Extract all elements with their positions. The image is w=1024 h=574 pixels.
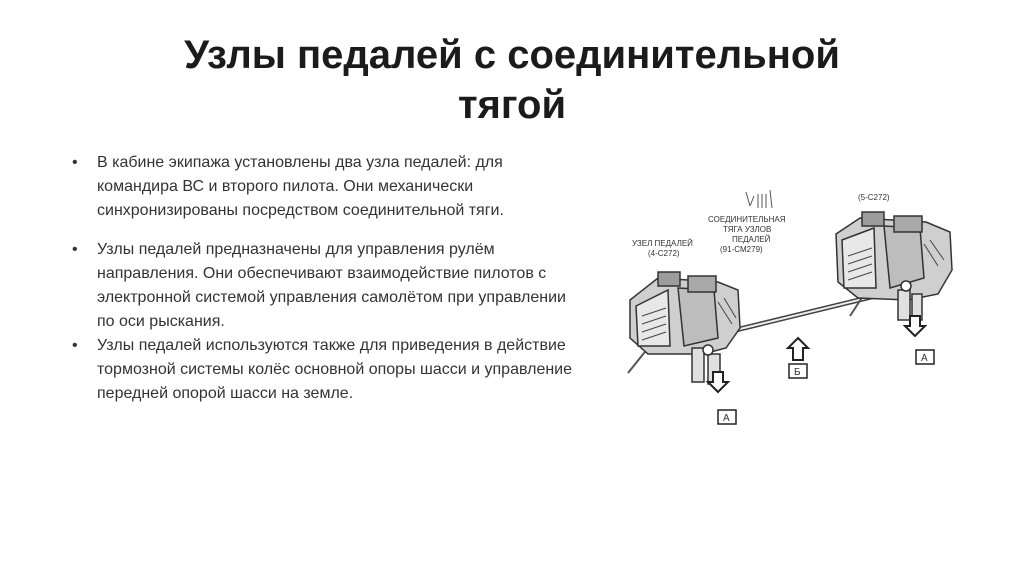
left-pedal-unit — [630, 272, 740, 384]
label-center-line-2: ТЯГА УЗЛОВ — [723, 225, 772, 234]
arrow-up-icon — [788, 338, 808, 360]
bullet-item: • Узлы педалей предназначены для управления рулём направления. Они обеспечивают взаимодействие пилотов с электронной системой управления самолётом при управлении по оси рыскания. — [72, 238, 572, 334]
page-title — [60, 30, 964, 130]
label-left-line-1: УЗЕЛ ПЕДАЛЕЙ — [632, 239, 693, 248]
view-label-a-left: А — [723, 413, 730, 424]
view-label-b: Б — [794, 367, 801, 378]
pedal-assembly-diagram — [608, 178, 988, 438]
label-center-line-4: (91-CM279) — [720, 245, 763, 254]
bullet-list — [72, 151, 572, 406]
bullet-item: • Узлы педалей используются также для приведения в действие тормозной системы колёс основной опоры шасси и управление передней опорой шасси на земле. — [72, 334, 572, 406]
reference-symbol — [746, 190, 772, 208]
label-right: (5-C272) — [858, 193, 890, 202]
title-line-1: Узлы педалей с соединительной — [184, 33, 840, 77]
label-center-line-3: ПЕДАЛЕЙ — [732, 235, 771, 244]
view-label-a-right: А — [921, 353, 928, 364]
label-left-line-2: (4-C272) — [648, 249, 680, 258]
title-line-2: тягой — [457, 83, 567, 127]
bullet-item: • В кабине экипажа установлены два узла педалей: для командира ВС и второго пилота. Они механически синхронизированы посредством соединительной тяги. — [72, 151, 572, 223]
label-center-line-1: СОЕДИНИТЕЛЬНАЯ — [708, 215, 786, 224]
